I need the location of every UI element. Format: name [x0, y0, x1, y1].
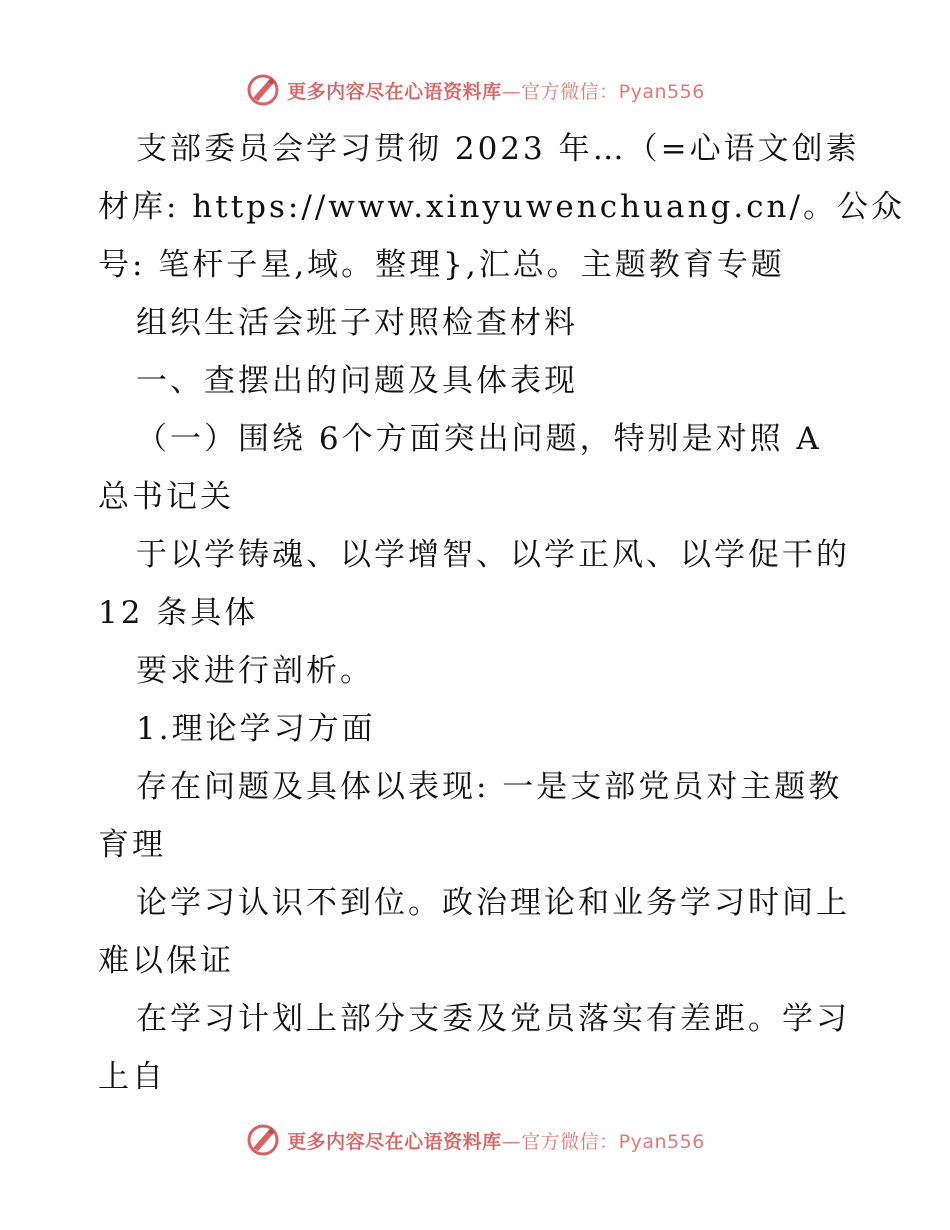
text-line: 12 条具体	[98, 595, 259, 631]
writing-hand-logo-icon	[245, 72, 281, 108]
text-line: 于以学铸魂、以学增智、以学正风、以学促干的	[136, 537, 850, 573]
text-line: 要求进行剖析。	[136, 653, 374, 689]
footer-banner	[0, 1118, 950, 1162]
text-line: 存在问题及具体以表现: 一是支部党员对主题教	[136, 769, 843, 805]
document-body	[98, 120, 905, 1106]
text-line: 论学习认识不到位。政治理论和业务学习时间上	[136, 885, 850, 921]
text-line: 总书记关	[98, 479, 234, 515]
text-line: 育理	[98, 827, 166, 863]
text-line: 一、查摆出的问题及具体表现	[136, 363, 578, 399]
banner-main-text: 更多内容尽在心语资料库	[287, 1130, 502, 1153]
header-banner	[0, 68, 950, 112]
writing-hand-logo-icon	[245, 1122, 281, 1158]
text-line: 号: 笔杆子星,域。整理},汇总。主题教育专题	[98, 247, 785, 283]
text-line: 组织生活会班子对照检查材料	[136, 305, 578, 341]
text-line: 材库: https://www.xinyuwenchuang.cn/。公众	[98, 189, 905, 225]
text-line: （一）围绕 6个方面突出问题，特别是对照 A	[136, 421, 822, 457]
banner-text	[287, 77, 705, 104]
text-line: 支部委员会学习贯彻 2023 年…（=心语文创素	[136, 131, 860, 167]
banner-main-text: 更多内容尽在心语资料库	[287, 80, 502, 103]
text-line: 1.理论学习方面	[136, 711, 376, 747]
banner-separator: —	[501, 1130, 522, 1153]
banner-separator: —	[501, 80, 522, 103]
banner-contact-text: 官方微信：Pyan556	[521, 1130, 705, 1153]
text-line: 上自	[98, 1059, 166, 1095]
banner-contact-text: 官方微信：Pyan556	[521, 80, 705, 103]
banner-text	[287, 1127, 705, 1154]
text-line: 难以保证	[98, 943, 234, 979]
text-line: 在学习计划上部分支委及党员落实有差距。学习	[136, 1001, 850, 1037]
